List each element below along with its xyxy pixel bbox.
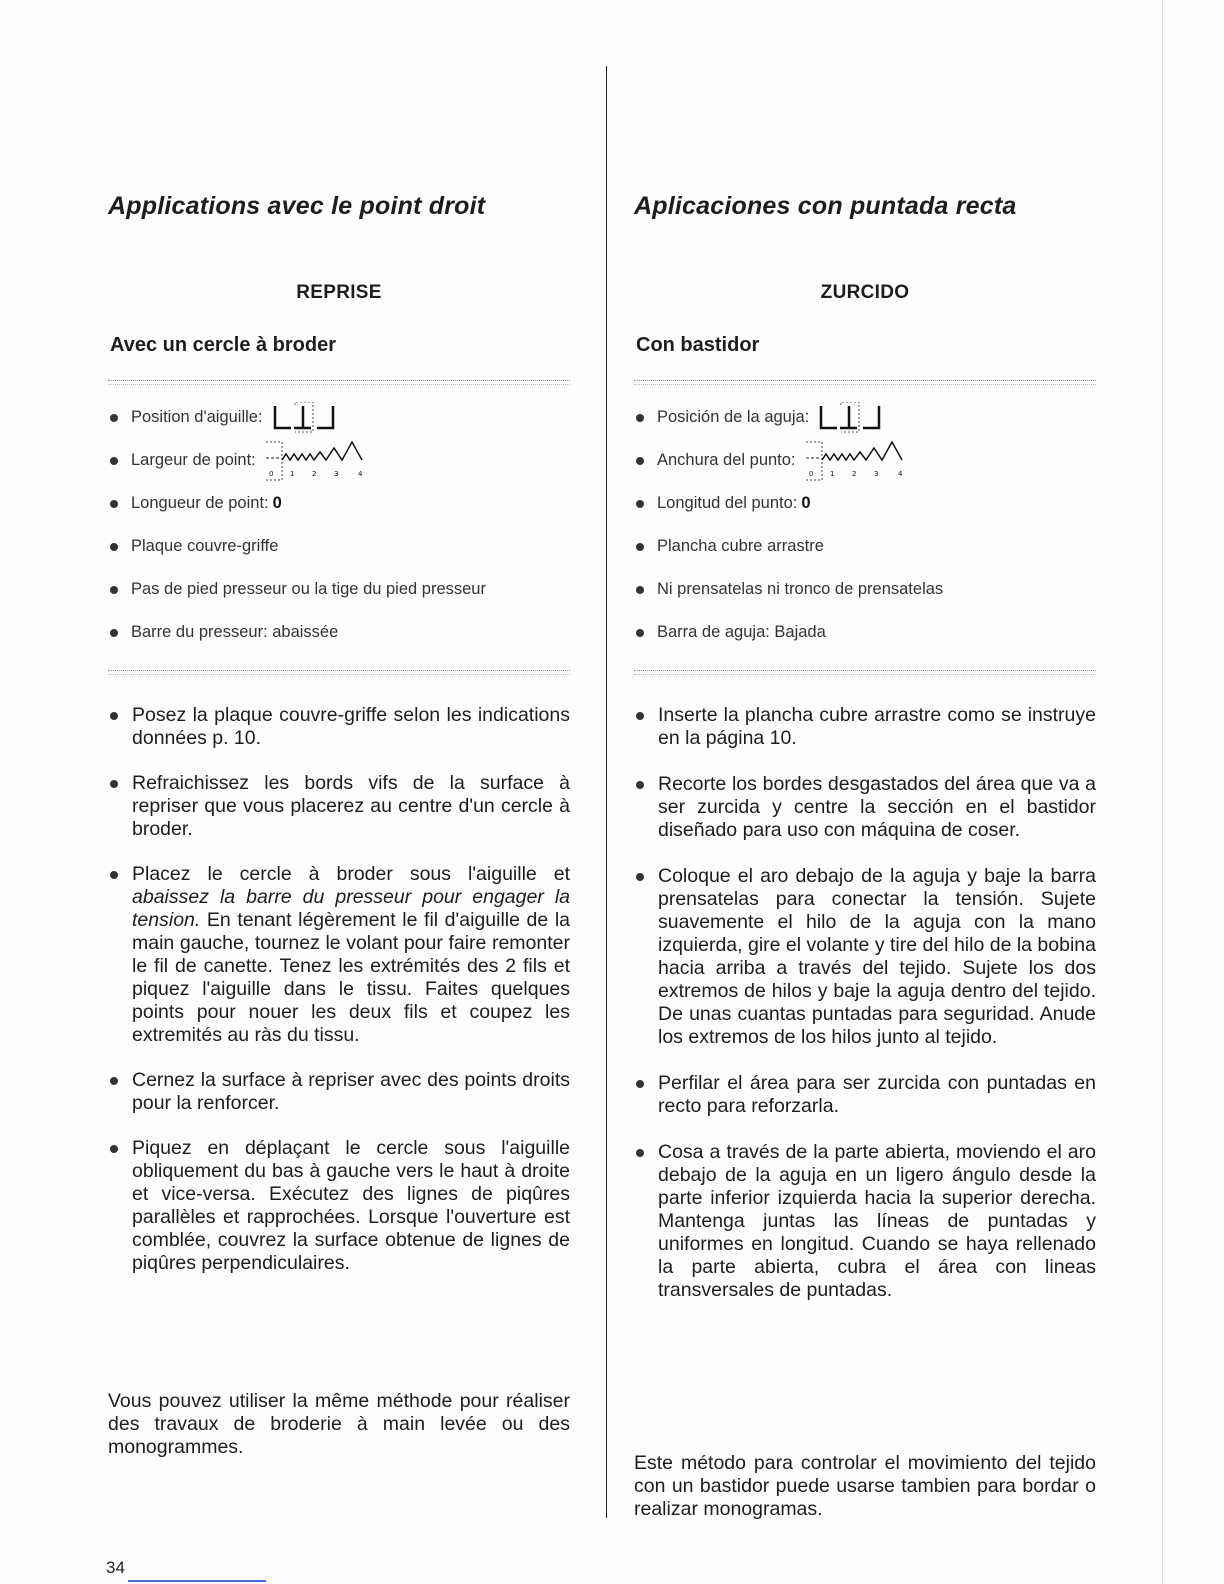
setting-presser-foot — [110, 568, 570, 611]
setting-label: Position d'aiguille: — [131, 408, 263, 426]
bullet-icon — [110, 586, 118, 594]
bullet-icon — [636, 1080, 644, 1088]
width-scale-0: 0 — [268, 469, 274, 478]
page-number: 34 — [106, 1558, 125, 1577]
width-scale-1: 1 — [289, 469, 295, 478]
setting-needle-position — [110, 396, 570, 439]
setting-label: Barra de aguja: Bajada — [657, 623, 826, 641]
setting-presser-bar — [110, 611, 570, 654]
instruction-step: Coloque el aro debajo de la aguja y baje la barra prensatelas para conectar la tensión. Sujete suavemente el hilo de la aguja con la mano izquierda, gire el volante y tire del hilo de la bobina hacia arriba a través del tejido. Sujete los dos extremos de hilos y baje la aguja dentro del tejido. De unas cuantas puntadas para seguridad. Anude los extremos de los hilos junto al tejido. — [636, 865, 1096, 1049]
bullet-icon — [110, 414, 118, 422]
setting-needle-position — [636, 396, 1096, 439]
setting-label: Plancha cubre arrastre — [657, 537, 824, 555]
needle-position-icon — [271, 402, 341, 434]
page-title-french: Applications avec le point droit — [108, 192, 486, 220]
setting-plate — [636, 525, 1096, 568]
bullet-icon — [636, 712, 644, 720]
setting-presser-bar — [636, 611, 1096, 654]
width-scale-3: 3 — [333, 469, 339, 478]
setting-stitch-length — [636, 482, 1096, 525]
width-scale-0: 0 — [808, 469, 813, 478]
setting-label: Largeur de point: — [131, 451, 256, 469]
emphasis-text: abaissez la barre du presseur pour engager la tension. — [132, 886, 570, 931]
bullet-icon — [110, 629, 118, 637]
bullet-icon — [110, 1145, 118, 1153]
settings-list-french — [110, 396, 570, 654]
closing-paragraph-spanish: Este método para controlar el movimiento del tejido con un bastidor puede usarse tambien para bordar o realizar monogramas. — [634, 1452, 1096, 1520]
stitch-width-icon — [804, 438, 916, 484]
bullet-icon — [636, 543, 644, 551]
instruction-step: Placez le cercle à broder sous l'aiguille et abaissez la barre du presseur pour engager la tension. En tenant légèrement le fil d'aiguille de la main gauche, tournez le volant pour faire remonter le fil de canette. Tenez les extrémités des 2 fils et piquez l'aiguille dans le tissu. Faites quelques points pour nouer les deux fils et coupez les extremités au ràs du tissu. — [110, 863, 570, 1047]
bullet-icon — [636, 457, 644, 465]
setting-stitch-width — [636, 439, 1096, 482]
setting-label: Barre du presseur: abaissée — [131, 623, 339, 641]
stitch-length-value: 0 — [272, 494, 282, 512]
setting-stitch-length — [110, 482, 570, 525]
subsection-heading-french: Avec un cercle à broder — [110, 334, 337, 356]
subsection-heading-spanish: Con bastidor — [636, 334, 760, 356]
stitch-length-value: 0 — [801, 494, 811, 512]
setting-label: Longitud del punto: — [657, 494, 798, 512]
bullet-icon — [110, 500, 118, 508]
bullet-icon — [636, 629, 644, 637]
bullet-icon — [110, 780, 118, 788]
bullet-icon — [636, 781, 644, 789]
instruction-step: Inserte la plancha cubre arrastre como se instruye en la página 10. — [636, 704, 1096, 750]
bullet-icon — [636, 414, 644, 422]
bullet-icon — [636, 1149, 644, 1157]
setting-label: Longueur de point: — [131, 494, 269, 512]
setting-label: Pas de pied presseur ou la tige du pied presseur — [131, 580, 486, 598]
setting-stitch-width — [110, 439, 570, 482]
bullet-icon — [110, 457, 118, 465]
width-scale-4: 4 — [897, 469, 902, 478]
setting-label: Ni prensatelas ni tronco de prensatelas — [657, 580, 944, 598]
page-edge-mark — [1162, 0, 1163, 1584]
settings-bottom-rule — [634, 670, 1096, 675]
instruction-step: Recorte los bordes desgastados del área que va a ser zurcida y centre la sección en el bastidor diseñado para uso con máquina de coser. — [636, 773, 1096, 842]
closing-paragraph-french: Vous pouvez utiliser la même méthode pour réaliser des travaux de broderie à main levée ou des monogrammes. — [108, 1390, 570, 1458]
bullet-icon — [110, 543, 118, 551]
bullet-icon — [636, 586, 644, 594]
instruction-step: Cernez la surface à repriser avec des points droits pour la renforcer. — [110, 1069, 570, 1115]
stitch-width-icon — [264, 438, 376, 484]
width-scale-1: 1 — [829, 469, 834, 478]
instruction-step: Perfilar el área para ser zurcida con puntadas en recto para reforzarla. — [636, 1072, 1096, 1118]
setting-plate — [110, 525, 570, 568]
settings-list-spanish — [636, 396, 1096, 654]
bullet-icon — [636, 500, 644, 508]
instruction-step: Posez la plaque couvre-griffe selon les indications données p. 10. — [110, 704, 570, 750]
bullet-icon — [110, 1077, 118, 1085]
setting-label: Plaque couvre-griffe — [131, 537, 279, 555]
instruction-list-spanish — [636, 704, 1096, 1325]
bullet-icon — [636, 873, 644, 881]
setting-label: Posición de la aguja: — [657, 408, 810, 426]
needle-position-icon — [817, 402, 887, 434]
width-scale-3: 3 — [873, 469, 878, 478]
settings-top-rule — [108, 380, 570, 385]
settings-top-rule — [634, 380, 1096, 385]
instruction-step: Cosa a través de la parte abierta, moviendo el aro debajo de la aguja en un ligero ángulo desde la parte inferior izquierda hacia la superior derecha. Mantenga juntas las líneas de puntadas y uniformes en longitud. Cuando se haya rellenado la parte abierta, cubra el área con lineas transversales de puntadas. — [636, 1141, 1096, 1302]
setting-label: Anchura del punto: — [657, 451, 796, 469]
instruction-step: Piquez en déplaçant le cercle sous l'aiguille obliquement du bas à gauche vers le haut à droite et vice-versa. Exécutez des lignes de piqûres parallèles et rapprochées. Lorsque l'ouverture est comblée, couvrez la surface obtenue de lignes de piqûres perpendiculaires. — [110, 1137, 570, 1275]
section-heading-spanish: ZURCIDO — [820, 282, 910, 303]
width-scale-2: 2 — [311, 469, 317, 478]
instruction-list-french — [110, 704, 570, 1297]
section-heading-french: REPRISE — [296, 282, 382, 303]
instruction-step: Refraichissez les bords vifs de la surface à repriser que vous placerez au centre d'un cercle à broder. — [110, 772, 570, 841]
settings-bottom-rule — [108, 670, 570, 675]
page-title-spanish: Aplicaciones con puntada recta — [634, 192, 1017, 220]
bullet-icon — [110, 712, 118, 720]
setting-presser-foot — [636, 568, 1096, 611]
bullet-icon — [110, 871, 118, 879]
scan-artifact-line — [128, 1580, 266, 1582]
column-divider — [606, 66, 607, 1518]
width-scale-4: 4 — [357, 469, 363, 478]
width-scale-2: 2 — [851, 469, 856, 478]
